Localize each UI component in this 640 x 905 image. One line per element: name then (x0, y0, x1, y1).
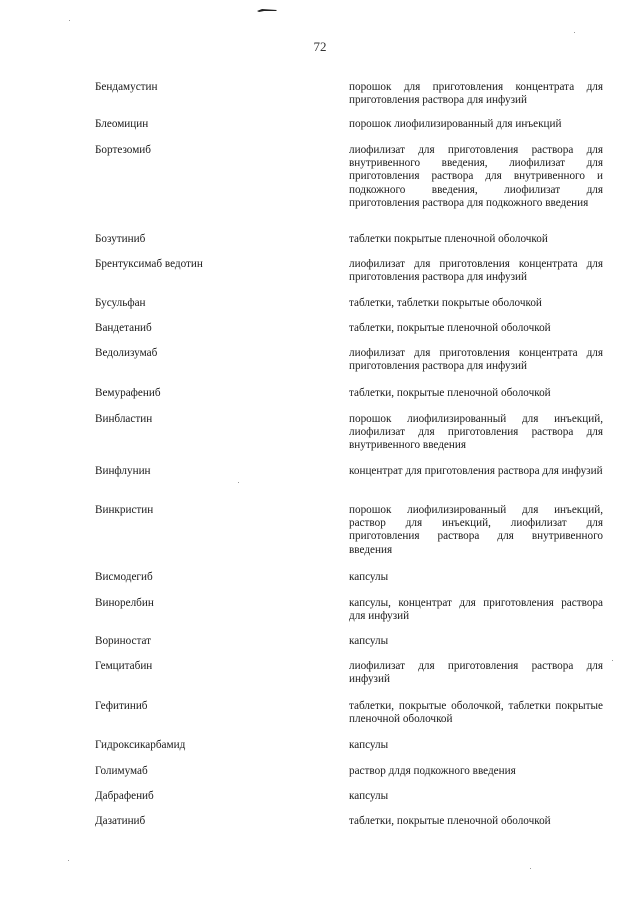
scan-speck (238, 482, 239, 483)
dosage-form: капсулы, концентрат для приготовления раствора для инфузий (349, 597, 603, 623)
dosage-form: капсулы (349, 739, 389, 751)
dosage-form: порошок лиофилизированный для инъекций, раствор для инъекций, лиофилизат для приготовления раствора для внутривенного введения (349, 504, 603, 556)
dosage-form: лиофилизат для приготовления раствора для внутривенного введения, лиофилизат для приготовления раствора для внутривенного и подкожного введения, лиофилизат для приготовления раствора для подкожного введения (349, 144, 603, 209)
dosage-form: таблетки покрытые пленочной оболочкой (349, 233, 548, 245)
scan-speck (574, 32, 575, 33)
dosage-form: капсулы (349, 790, 389, 802)
dosage-form: таблетки, покрытые пленочной оболочкой (349, 322, 551, 334)
scan-speck (612, 660, 613, 661)
drug-name: Висмодегиб (95, 571, 153, 583)
dosage-form: порошок лиофилизированный для инъекций (349, 118, 562, 130)
drug-name: Гефитиниб (95, 700, 148, 712)
drug-name: Бендамустин (95, 81, 158, 93)
drug-name: Гемцитабин (95, 660, 153, 672)
dosage-form: лиофилизат для приготовления концентрата для приготовления раствора для инфузий (349, 258, 603, 284)
dosage-form: таблетки, таблетки покрытые оболочкой (349, 297, 542, 309)
drug-name: Винбластин (95, 413, 153, 425)
drug-name: Голимумаб (95, 765, 148, 777)
scan-speck (530, 868, 531, 869)
drug-name: Винкристин (95, 504, 154, 516)
drug-name: Дабрафениб (95, 790, 154, 802)
page-number: 72 (313, 39, 327, 54)
dosage-form: порошок для приготовления концентрата для приготовления раствора для инфузий (349, 81, 603, 107)
drug-name: Ведолизумаб (95, 347, 158, 359)
drug-name: Вандетаниб (95, 322, 152, 334)
drug-name: Бозутиниб (95, 233, 146, 245)
dosage-form: лиофилизат для приготовления раствора для инфузий (349, 660, 603, 686)
dosage-form: таблетки, покрытые пленочной оболочкой (349, 815, 551, 827)
drug-name: Гидроксикарбамид (95, 739, 186, 751)
dosage-form: капсулы (349, 635, 389, 647)
dosage-form: капсулы (349, 571, 389, 583)
drug-name: Вемурафениб (95, 387, 161, 399)
dosage-form: таблетки, покрытые пленочной оболочкой (349, 387, 551, 399)
dosage-form: концентрат для приготовления раствора для инфузий (349, 465, 603, 477)
drug-name: Винфлунин (95, 465, 151, 477)
drug-name: Вориностат (95, 635, 152, 647)
dosage-form: порошок лиофилизированный для инъекций, лиофилизат для приготовления раствора для внутривенного введения (349, 413, 603, 452)
drug-name: Блеомицин (95, 118, 149, 130)
drug-name: Брентуксимаб ведотин (95, 258, 203, 270)
dosage-form: лиофилизат для приготовления концентрата для приготовления раствора для инфузий (349, 347, 603, 373)
drug-name: Бортезомиб (95, 144, 151, 156)
scan-speck (68, 860, 69, 861)
dosage-form: таблетки, покрытые оболочкой, таблетки покрытые пленочной оболочкой (349, 700, 603, 726)
drug-name: Бусульфан (95, 297, 146, 309)
drug-name: Винорелбин (95, 597, 154, 609)
scan-artifact-mark (256, 8, 278, 13)
scan-speck (69, 20, 70, 21)
dosage-form: раствор длдя подкожного введения (349, 765, 516, 777)
drug-name: Дазатиниб (95, 815, 146, 827)
